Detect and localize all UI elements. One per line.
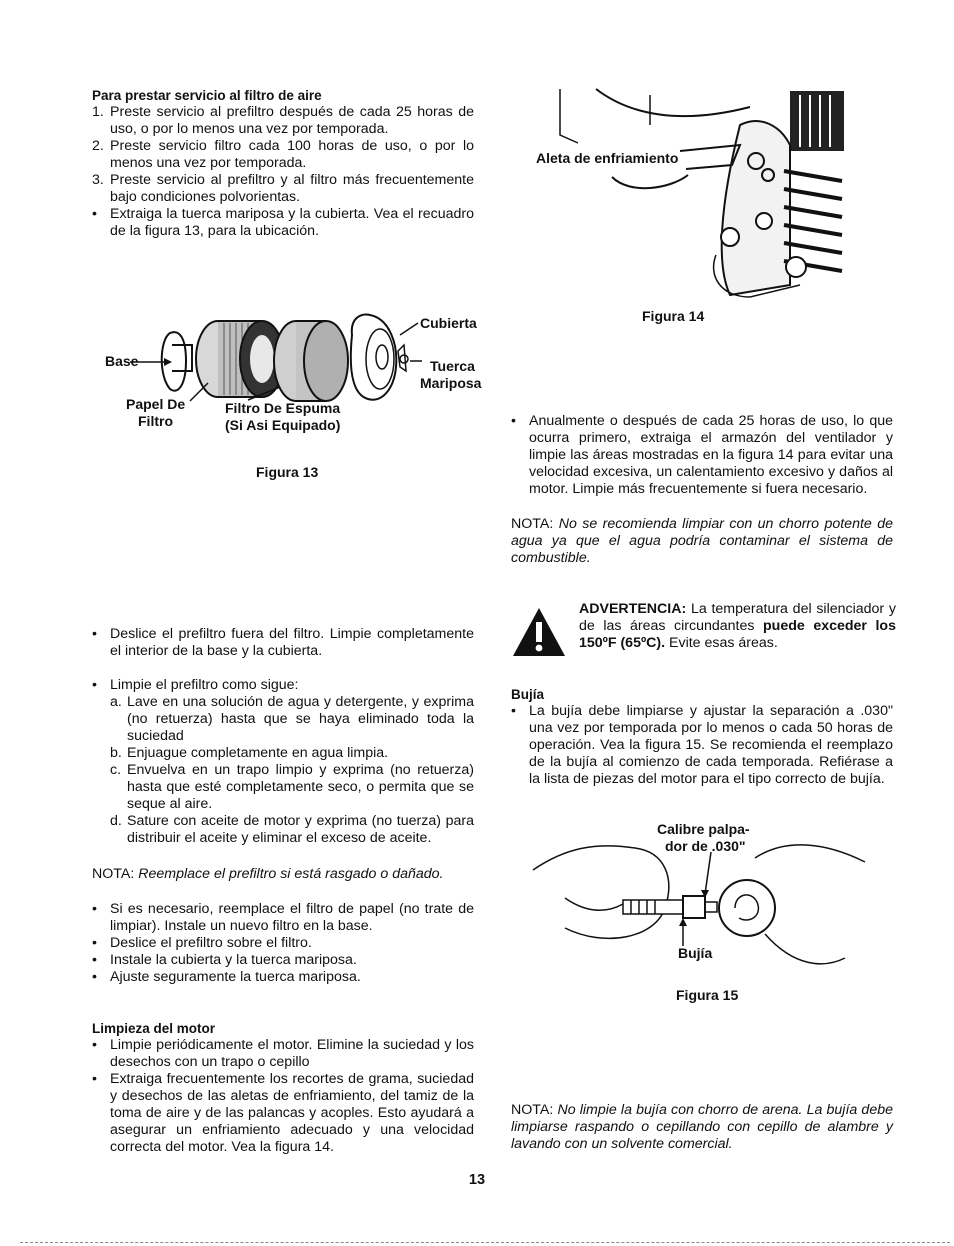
spark-plug-section [511,686,893,788]
list-item: • Extraiga la tuerca mariposa y la cubierta. Vea el recuadro de la figura 13, para la ubicación. [92,206,474,239]
annual-cleaning [511,413,893,498]
figure-14-caption: Figura 14 [642,308,705,324]
air-filter-list [92,104,474,240]
engine-cooling-fins-illustration [520,85,860,305]
note-sandblast [511,1102,893,1153]
figure-13 [100,305,490,485]
list-item: • Deslice el prefiltro sobre el filtro. [92,935,312,951]
engine-heading: Limpieza del motor [92,1021,216,1036]
engine-bullets-list [92,1037,474,1156]
list-item: 3. Preste servicio al prefiltro y al filtro más frecuentemente bajo condiciones polvorientas. [92,172,474,205]
label-cubierta: Cubierta [420,315,477,331]
list-item: • Limpie el prefiltro como sigue: [92,677,299,693]
label-filtro: Filtro [138,413,173,429]
note-text: Reemplace el prefiltro si está rasgado o dañado. [138,866,444,882]
warning-block [511,600,896,660]
warning-label: ADVERTENCIA: [579,601,687,617]
engine-cleaning-section [92,1020,474,1156]
label-base: Base [105,353,139,369]
note-prefilter [92,866,474,883]
list-item: d. Sature con aceite de motor y exprima (no tuerza) para distribuir el aceite y eliminar el exceso de aceite. [110,813,474,846]
list-item: 1. Preste servicio al prefiltro después de cada 25 horas de uso, o por lo menos una vez por temporada. [92,104,474,137]
note-label: NOTA: [511,1102,554,1118]
air-filter-heading: Para prestar servicio al filtro de aire [92,88,322,103]
label-papel-de: Papel De [126,396,186,412]
list-item: b. Enjuague completamente en agua limpia. [110,745,389,761]
note-label: NOTA: [511,516,554,532]
warning-text: ADVERTENCIA: La temperatura del silenciador y de las áreas circundantes puede exceder los 150ºF (65ºC). Evite esas áreas. [579,601,896,651]
figure-15 [525,818,875,1008]
final-bullets-list [92,901,474,986]
note-water [511,516,893,567]
list-item: a. Lave en una solución de agua y detergente, y exprima (no retuerza) hasta que se haya eliminado toda la suciedad [110,694,474,744]
list-item: 2. Preste servicio filtro cada 100 horas de uso, o por lo menos una vez por temporada. [92,138,474,171]
list-item: • Instale la cubierta y la tuerca mariposa. [92,952,357,968]
label-si-asi-equipado: (Si Asi Equipado) [225,417,341,433]
list-item: • Ajuste seguramente la tuerca mariposa. [92,969,361,985]
spark-heading: Bujía [511,687,545,702]
figure-13-caption: Figura 13 [256,464,319,480]
page-number: 13 [468,1172,486,1188]
list-item: • Si es necesario, reemplace el filtro de papel (no trate de limpiar). Instale un nuevo filtro en la base. [92,901,474,934]
clean-steps-list [110,694,474,847]
list-item: • La bujía debe limpiarse y ajustar la separación a .030" una vez por temporada por lo menos o cada 50 horas de operación. Vea la figura 15. Se recomienda el reemplazo de la bujía al comienzo de cada temporada. Refiérase a la lista de piezas del motor para el tipo correcto de bujía. [511,703,893,787]
note-text: No se recomienda limpiar con un chorro potente de agua ya que el agua podría contaminar el sistema de combustible. [511,516,893,566]
label-aleta-enfriamiento: Aleta de enfriamiento [536,150,679,166]
list-item: • Limpie periódicamente el motor. Elimine la suciedad y los desechos con un trapo o cepillo [92,1037,474,1070]
list-item: • Deslice el prefiltro fuera del filtro. Limpie completamente el interior de la base y la cubierta. [92,626,474,659]
label-tuerca: Tuerca [430,358,475,374]
label-filtro-espuma: Filtro De Espuma [225,400,341,416]
list-item: c. Envuelva en un trapo limpio y exprima (no retuerza) hasta que esté completamente seco, o permita que se seque al aire. [110,762,474,812]
label-calibre-1: Calibre palpa- [657,821,750,837]
clean-prefilter [92,677,474,847]
label-bujia: Bujía [678,945,713,961]
note-label: NOTA: [92,866,135,882]
bottom-rule [20,1242,950,1243]
air-filter-section [92,87,474,240]
list-item: • Extraiga frecuentemente los recortes de grama, suciedad y desechos de las aletas de enfriamiento, del tamiz de la toma de aire y de las palancas y acoples. Esto ayudará a asegurar un enfriamiento adecuado y una velocidad correcta del motor. Vea la figura 14. [92,1071,474,1155]
replace-filter [92,901,474,986]
warning-icon [511,606,567,658]
slide-prefilter [92,626,474,660]
figure-15-caption: Figura 15 [676,987,739,1003]
label-calibre-2: dor de .030" [665,838,746,854]
note-text: No limpie la bujía con chorro de arena. La bujía debe limpiarse raspando o cepillando con cepillo de alambre y lavando con un solvente comercial. [511,1102,893,1152]
list-item: • Anualmente o después de cada 25 horas de uso, lo que ocurra primero, extraiga el armazón del ventilador y limpie las áreas mostradas en la figura 14 para evitar una velocidad excesiva, un calentamiento excesivo y daños al motor. Limpie más frecuentemente si fuera necesario. [511,413,893,497]
figure-14 [520,85,860,330]
label-mariposa: Mariposa [420,375,482,391]
